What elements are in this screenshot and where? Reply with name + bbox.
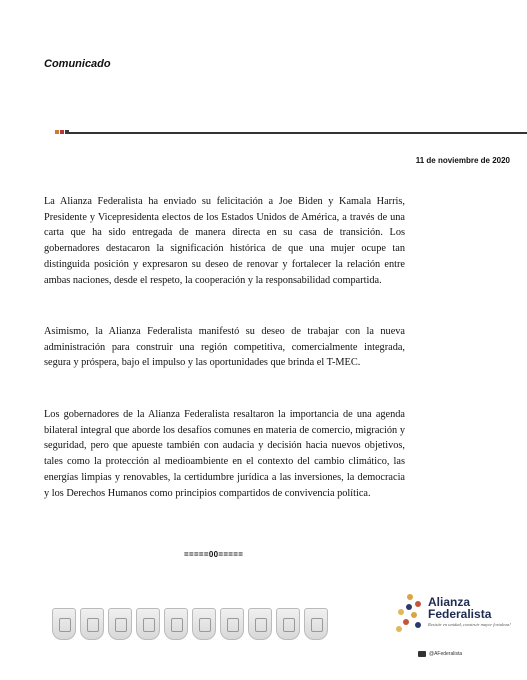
logo-dot <box>396 626 402 632</box>
document-title: Comunicado <box>44 58 111 70</box>
social-handle[interactable] <box>418 651 462 657</box>
state-seal-icon <box>248 608 272 640</box>
header-mark-orange <box>55 130 59 134</box>
paragraph-1: La Alianza Federalista ha enviado su felicitación a Joe Biden y Kamala Harris, Presidente y Vicepresidenta electos de los Estados Unidos de América, a través de una carta que ha sido entregada de manera directa en su casa de transición. Los gobernadores destacaron la significación histórica de que una mujer ocupe tan distinguida posición y expresaron su deseo de renovar y fortalecer la relación entre ambas naciones, desde el respeto, la cooperación y la responsabilidad compartida. <box>44 196 405 286</box>
state-seal-icon <box>220 608 244 640</box>
state-seals <box>52 608 328 640</box>
twitter-icon <box>418 651 426 657</box>
document-date: 11 de noviembre de 2020 <box>415 156 510 165</box>
logo-name <box>428 596 518 620</box>
state-seal-icon <box>276 608 300 640</box>
state-seal-icon <box>164 608 188 640</box>
logo-dots-icon <box>395 594 425 636</box>
state-seal-icon <box>192 608 216 640</box>
logo-name-line2: Federalista <box>428 607 492 621</box>
header-marks <box>55 130 69 134</box>
logo-dot <box>415 601 421 607</box>
logo-name-line1: Alianza <box>428 595 471 609</box>
state-seal-icon <box>80 608 104 640</box>
state-seal-icon <box>108 608 132 640</box>
header-rule <box>69 132 527 134</box>
state-seal-icon <box>136 608 160 640</box>
logo-dot <box>415 622 421 628</box>
logo-dot <box>406 604 412 610</box>
state-seal-icon <box>52 608 76 640</box>
logo-dot <box>403 619 409 625</box>
logo-dot <box>411 612 417 618</box>
paragraph-2: Asimismo, la Alianza Federalista manifestó su deseo de trabajar con la nueva administración para construir una región competitiva, comercialmente integrada, segura y próspera, bajo el impulso y las oportunidades que brinda el T-MEC. <box>44 326 405 369</box>
closing-mark: =====00===== <box>184 550 244 559</box>
header-mark-red <box>60 130 64 134</box>
logo-tagline: Resistir en unidad, construir mayor fortaleza! <box>428 622 511 627</box>
state-seal-icon <box>304 608 328 640</box>
social-handle-text: @AFederalista <box>429 651 463 657</box>
logo-dot <box>398 609 404 615</box>
logo-dot <box>407 594 413 600</box>
paragraph-3: Los gobernadores de la Alianza Federalista resaltaron la importancia de una agenda bilateral integral que aborde los desafíos comunes en materia de comercio, migración y seguridad, pero que apueste también con audacia y decisión hacia nuevos objetivos, tales como la protección al medioambiente en el contexto del cambio climático, las energías limpias y renovables, la certidumbre jurídica a las inversiones, la democracia y los Derechos Humanos como principios compartidos de convivencia política. <box>44 409 405 499</box>
